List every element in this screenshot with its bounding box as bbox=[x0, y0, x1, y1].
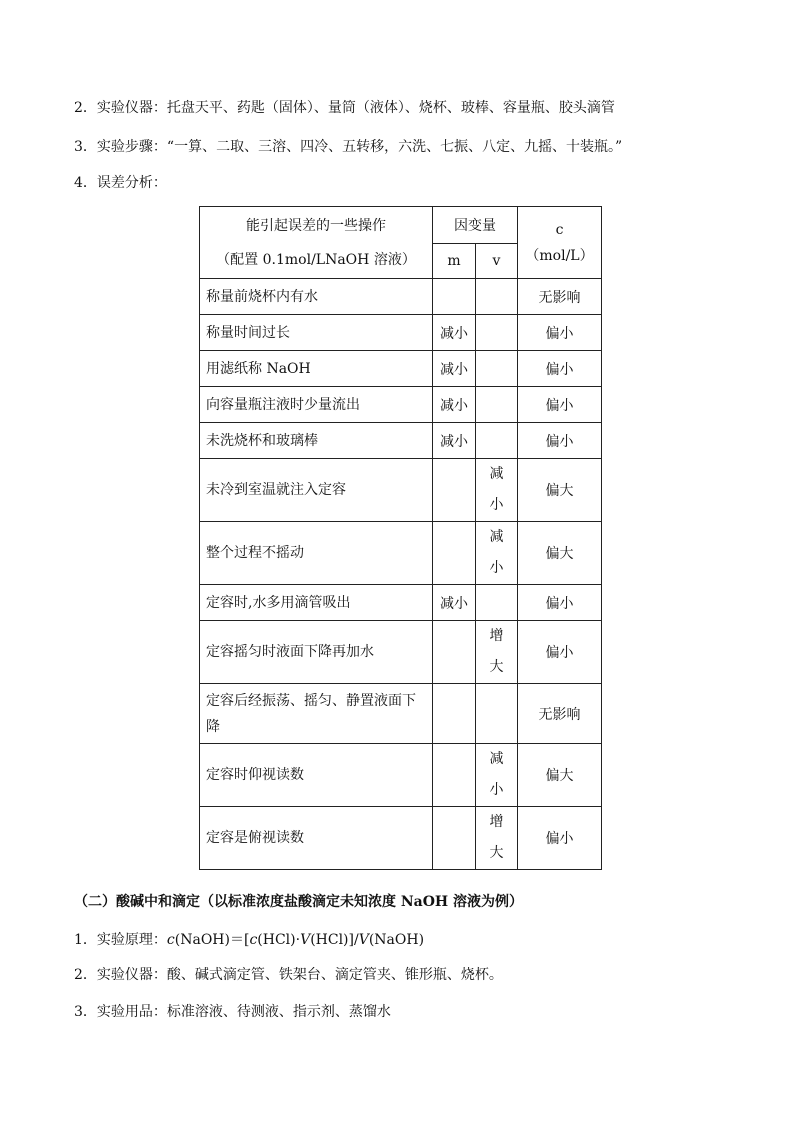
row-c: 偏小 bbox=[518, 585, 602, 621]
header-dependent-variable: 因变量 bbox=[433, 207, 518, 244]
table-row bbox=[200, 522, 602, 585]
titration-instruments-line: 2．实验仪器：酸、碱式滴定管、铁架台、滴定管夹、锥形瓶、烧杯。 bbox=[74, 967, 503, 983]
row-m bbox=[433, 459, 476, 522]
error-analysis-table bbox=[199, 206, 602, 870]
formula-var: c bbox=[249, 932, 258, 948]
row-c: 偏小 bbox=[518, 621, 602, 684]
row-v-stacked: 减 小 bbox=[489, 751, 504, 798]
table-row bbox=[200, 621, 602, 684]
header-operation bbox=[200, 207, 433, 279]
row-m bbox=[433, 744, 476, 807]
table-row bbox=[200, 279, 602, 315]
row-m bbox=[433, 684, 476, 744]
row-c: 偏大 bbox=[518, 522, 602, 585]
row-v bbox=[476, 351, 518, 387]
row-v-stacked: 减 小 bbox=[489, 466, 504, 513]
row-v bbox=[476, 684, 518, 744]
row-operation: 定容时仰视读数 bbox=[200, 744, 433, 807]
formula-part: (HCl)· bbox=[257, 932, 301, 948]
instruments-line: 2．实验仪器：托盘天平、药匙（固体）、量筒（液体）、烧杯、玻棒、容量瓶、胶头滴管 bbox=[74, 100, 615, 116]
table-row bbox=[200, 807, 602, 870]
error-analysis-heading: 4．误差分析： bbox=[74, 175, 167, 191]
header-operation-line1: 能引起误差的一些操作 bbox=[246, 217, 386, 234]
formula-part: (NaOH) bbox=[368, 932, 425, 948]
row-v bbox=[476, 459, 518, 522]
row-v bbox=[476, 522, 518, 585]
row-operation: 向容量瓶注液时少量流出 bbox=[200, 387, 433, 423]
row-v-stacked: 增 大 bbox=[489, 814, 504, 861]
header-c-line2: （mol/L） bbox=[525, 247, 594, 264]
header-c-line1: c bbox=[555, 221, 564, 238]
row-c: 偏小 bbox=[518, 807, 602, 870]
supplies-line: 3．实验用品：标准溶液、待测液、指示剂、蒸馏水 bbox=[74, 1004, 391, 1020]
row-operation: 定容摇匀时液面下降再加水 bbox=[200, 621, 433, 684]
table-row bbox=[200, 423, 602, 459]
row-c: 偏大 bbox=[518, 744, 602, 807]
row-operation: 整个过程不摇动 bbox=[200, 522, 433, 585]
row-v bbox=[476, 315, 518, 351]
row-c: 无影响 bbox=[518, 684, 602, 744]
row-operation: 称量时间过长 bbox=[200, 315, 433, 351]
row-v-stacked: 减 小 bbox=[489, 529, 504, 576]
row-operation: 用滤纸称 NaOH bbox=[200, 351, 433, 387]
row-m: 减小 bbox=[433, 315, 476, 351]
principle-line bbox=[74, 929, 424, 949]
row-v bbox=[476, 807, 518, 870]
principle-label: 1．实验原理： bbox=[74, 932, 167, 948]
row-c: 偏大 bbox=[518, 459, 602, 522]
row-m: 减小 bbox=[433, 351, 476, 387]
row-v bbox=[476, 585, 518, 621]
header-concentration bbox=[518, 207, 602, 279]
row-operation: 定容后经振荡、摇匀、静置液面下降 bbox=[200, 684, 433, 744]
row-c: 无影响 bbox=[518, 279, 602, 315]
row-m bbox=[433, 621, 476, 684]
table-row bbox=[200, 744, 602, 807]
row-v bbox=[476, 621, 518, 684]
row-m bbox=[433, 522, 476, 585]
row-m: 减小 bbox=[433, 387, 476, 423]
row-operation: 未冷到室温就注入定容 bbox=[200, 459, 433, 522]
row-v-stacked: 增 大 bbox=[489, 628, 504, 675]
table-row bbox=[200, 459, 602, 522]
formula-var: V bbox=[358, 932, 369, 948]
formula-var: c bbox=[166, 932, 175, 948]
header-operation-line2: （配置 0.1mol/LNaOH 溶液） bbox=[216, 251, 416, 268]
table-row bbox=[200, 684, 602, 744]
row-v bbox=[476, 387, 518, 423]
header-v: v bbox=[476, 244, 518, 279]
table-row bbox=[200, 585, 602, 621]
row-c: 偏小 bbox=[518, 315, 602, 351]
row-v bbox=[476, 744, 518, 807]
row-operation: 定容是俯视读数 bbox=[200, 807, 433, 870]
row-c: 偏小 bbox=[518, 423, 602, 459]
row-operation: 定容时,水多用滴管吸出 bbox=[200, 585, 433, 621]
row-c: 偏小 bbox=[518, 351, 602, 387]
row-m: 减小 bbox=[433, 423, 476, 459]
formula-var: V bbox=[300, 932, 311, 948]
formula-part: (NaOH)＝[ bbox=[174, 932, 250, 948]
steps-line: 3．实验步骤：“一算、二取、三溶、四冷、五转移，六洗、七振、八定、九摇、十装瓶。” bbox=[74, 139, 623, 155]
row-operation: 称量前烧杯内有水 bbox=[200, 279, 433, 315]
header-m: m bbox=[433, 244, 476, 279]
table-row bbox=[200, 315, 602, 351]
row-operation: 未洗烧杯和玻璃棒 bbox=[200, 423, 433, 459]
table-row bbox=[200, 387, 602, 423]
row-m bbox=[433, 279, 476, 315]
row-c: 偏小 bbox=[518, 387, 602, 423]
section-heading: （二）酸碱中和滴定（以标准浓度盐酸滴定未知浓度 NaOH 溶液为例） bbox=[74, 894, 524, 910]
row-v bbox=[476, 279, 518, 315]
row-m bbox=[433, 807, 476, 870]
row-m: 减小 bbox=[433, 585, 476, 621]
formula-part: (HCl)]/ bbox=[310, 932, 359, 948]
row-v bbox=[476, 423, 518, 459]
table-row bbox=[200, 351, 602, 387]
